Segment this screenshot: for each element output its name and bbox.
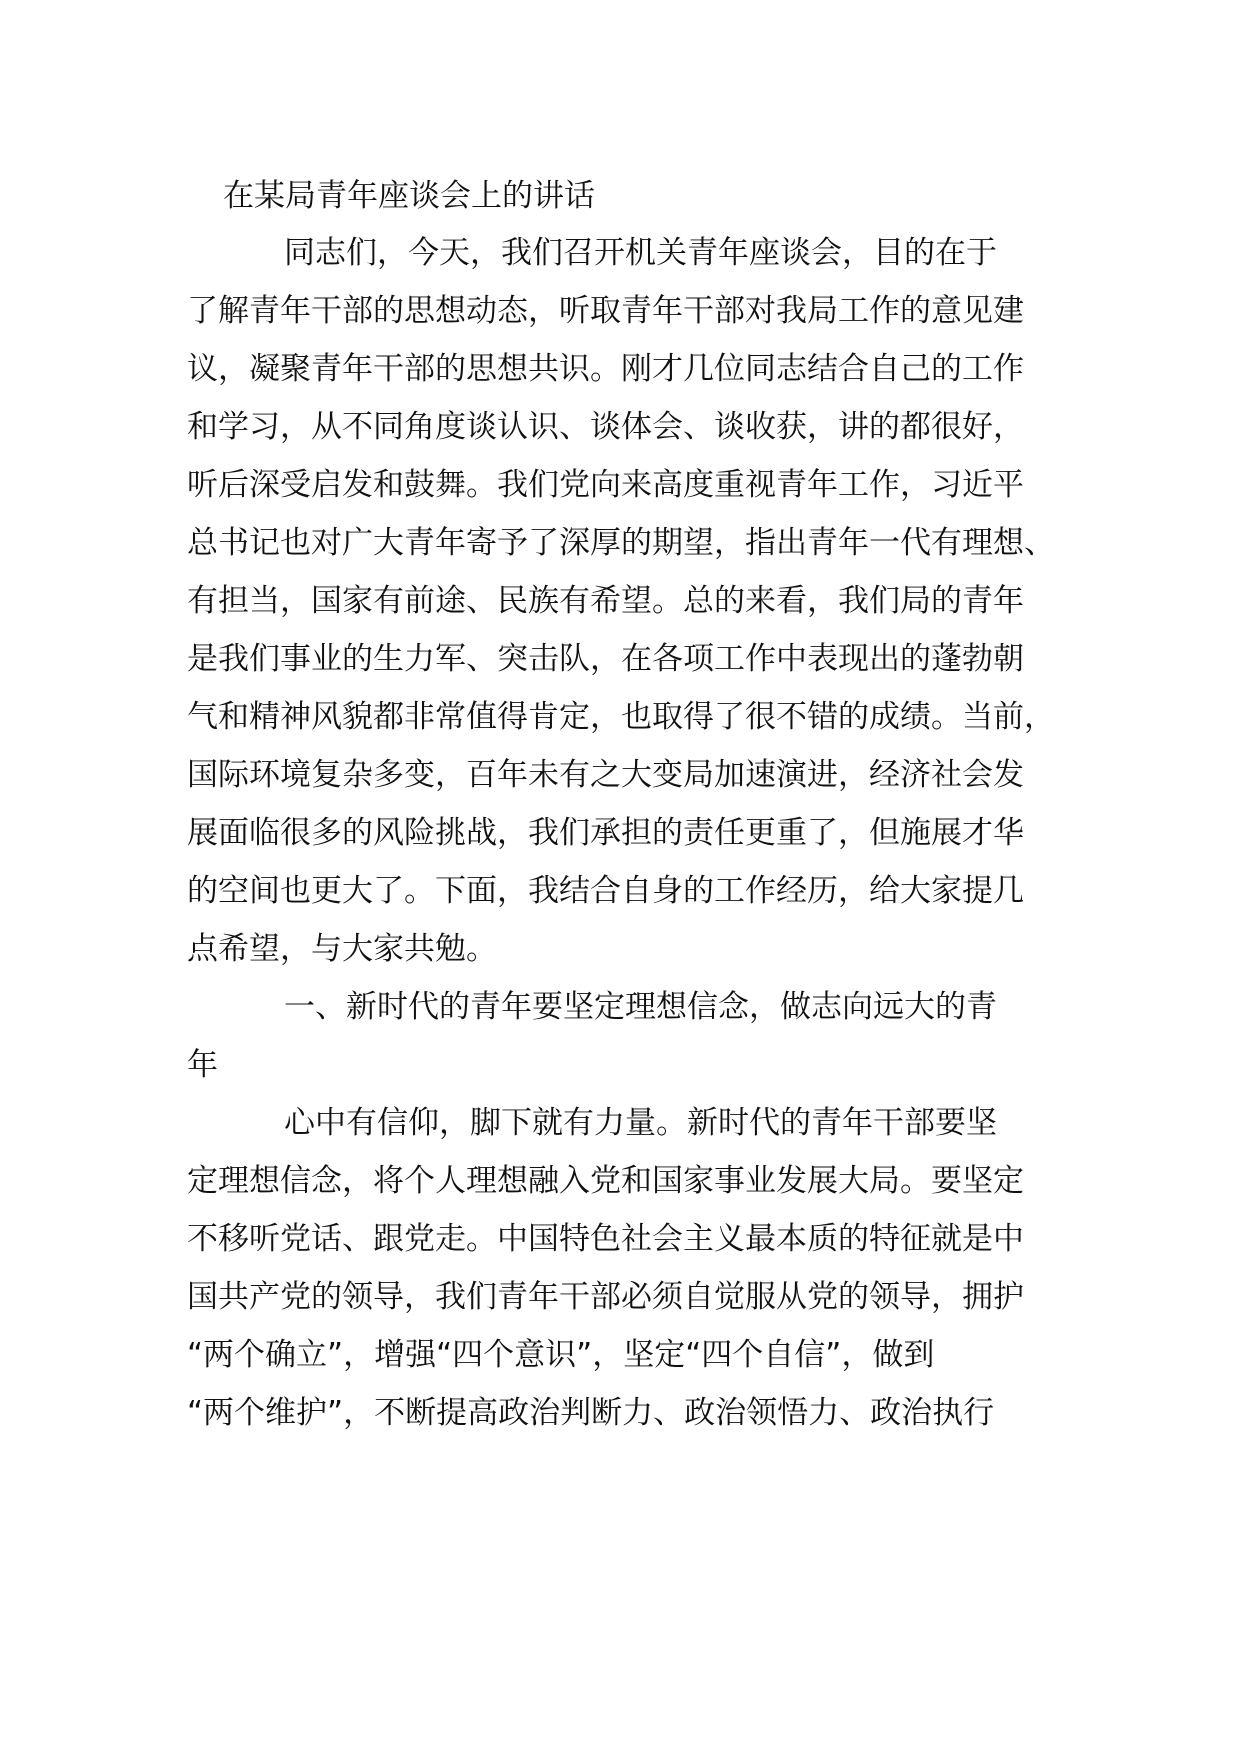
text-line: 不移听党话、跟党走。中国特色社会主义最本质的特征就是中 — [187, 1221, 1024, 1257]
text-line: 展面临很多的风险挑战，我们承担的责任更重了，但施展才华 — [187, 815, 1024, 851]
text-line: 议，凝聚青年干部的思想共识。刚才几位同志结合自己的工作 — [187, 351, 1024, 387]
text-line: 了解青年干部的思想动态，听取青年干部对我局工作的意见建 — [187, 293, 1024, 329]
text-line: 国共产党的领导，我们青年干部必须自觉服从党的领导，拥护 — [187, 1279, 1024, 1315]
text-line: 听后深受启发和鼓舞。我们党向来高度重视青年工作，习近平 — [187, 467, 1024, 503]
text-line: 国际环境复杂多变，百年未有之大变局加速演进，经济社会发 — [187, 757, 1024, 793]
document-title: 在某局青年座谈会上的讲话 — [223, 178, 595, 214]
text-line: 定理想信念，将个人理想融入党和国家事业发展大局。要坚定 — [187, 1163, 1024, 1199]
text-line: 的空间也更大了。下面，我结合自身的工作经历，给大家提几 — [187, 873, 1024, 909]
text-line: 总书记也对广大青年寄予了深厚的期望，指出青年一代有理想、 — [187, 525, 1055, 561]
text-line: 气和精神风貌都非常值得肯定，也取得了很不错的成绩。当前， — [187, 699, 1055, 735]
section-heading-continued: 年 — [187, 1047, 218, 1083]
text-line: 点希望，与大家共勉。 — [187, 931, 497, 967]
text-line: 有担当，国家有前途、民族有希望。总的来看，我们局的青年 — [187, 583, 1024, 619]
section-heading: 一、新时代的青年要坚定理想信念，做志向远大的青 — [284, 989, 997, 1025]
text-line: 和学习，从不同角度谈认识、谈体会、谈收获，讲的都很好， — [187, 409, 1024, 445]
text-line: 心中有信仰，脚下就有力量。新时代的青年干部要坚 — [284, 1105, 997, 1141]
text-line: “两个维护”，不断提高政治判断力、政治领悟力、政治执行 — [187, 1395, 995, 1431]
text-line: “两个确立”，增强“四个意识”，坚定“四个自信”，做到 — [187, 1337, 935, 1373]
text-line: 同志们，今天，我们召开机关青年座谈会，目的在于 — [284, 235, 997, 271]
text-line: 是我们事业的生力军、突击队，在各项工作中表现出的蓬勃朝 — [187, 641, 1024, 677]
